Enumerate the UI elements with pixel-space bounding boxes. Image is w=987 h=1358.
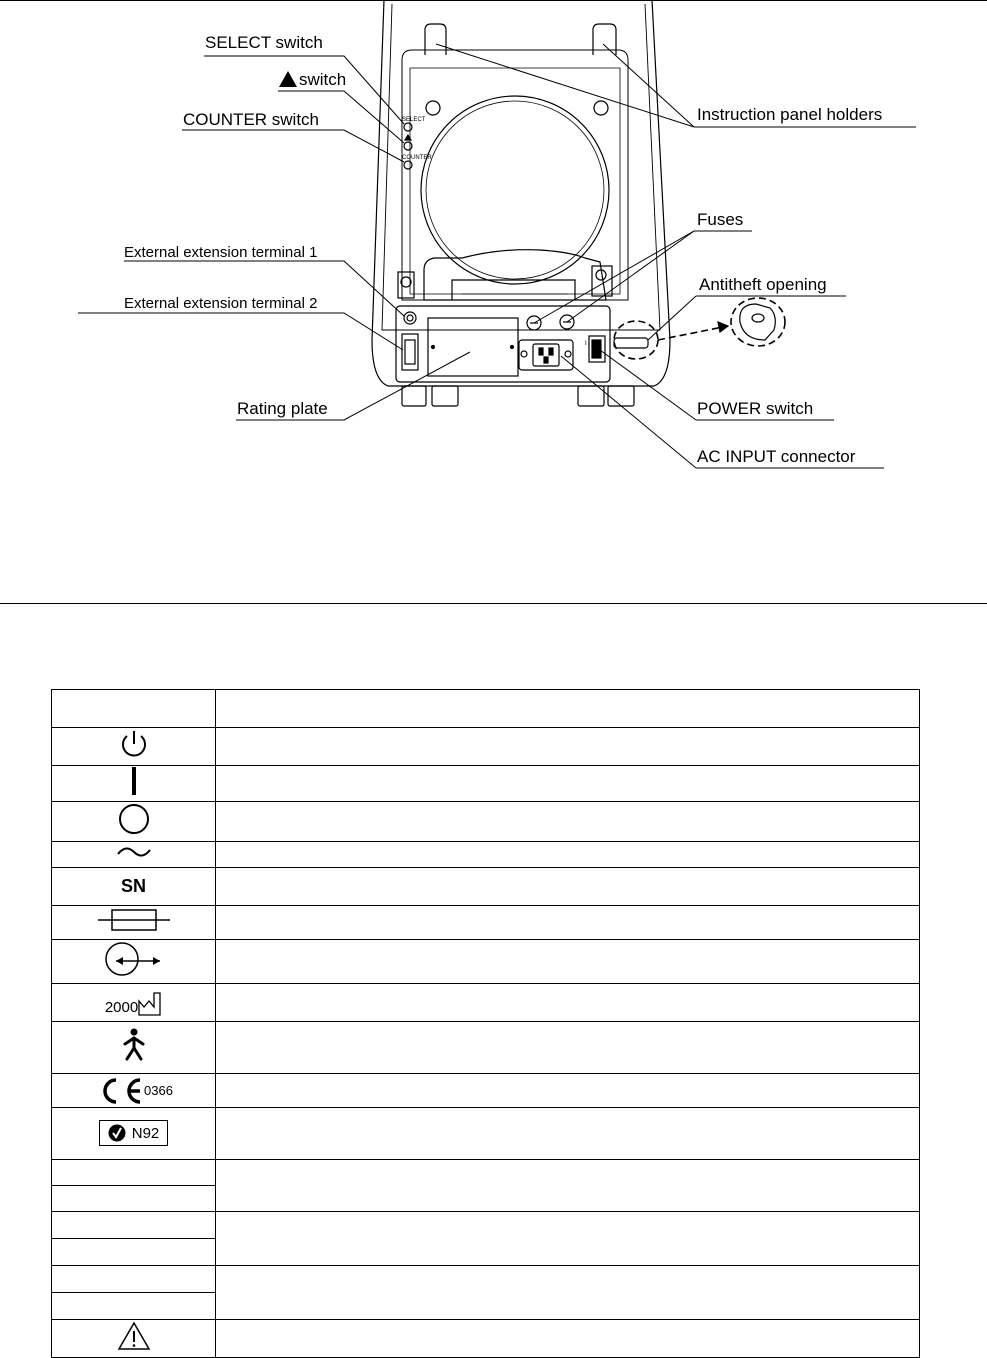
power-mark-text: I [585,341,587,347]
type-b-applied-part-icon [119,1028,149,1062]
power-switch-label: POWER switch [697,399,814,418]
serial-number-icon: SN [120,876,146,896]
panel-select-text: SELECT [402,117,426,123]
weighing-pan [421,96,609,284]
equipotential-icon [102,940,166,978]
table-row [52,1212,920,1239]
housing-outline [372,0,670,386]
table-row [52,802,920,842]
table-row [52,1074,920,1108]
table-row [52,1108,920,1160]
table-row [52,728,920,766]
table-row [52,842,920,868]
table-row [52,766,920,802]
instruction-panel-holders-label: Instruction panel holders [697,105,883,124]
table-row [52,868,920,906]
manufacture-year: 2000 [104,998,139,1016]
table-row [52,984,920,1022]
select-switch-label: SELECT switch [205,33,323,52]
section-divider [0,603,987,604]
table-row [52,1266,920,1293]
table-row [52,1320,920,1358]
table-row [52,1022,920,1074]
rating-plate-label: Rating plate [237,399,328,418]
antitheft-opening-label: Antitheft opening [699,275,827,294]
c-tick-mark-icon [99,1120,169,1146]
table-row [52,1160,920,1186]
table-row [52,906,920,940]
fuse-icon [96,906,172,934]
alternating-current-icon [114,842,154,862]
power-off-icon [116,802,152,836]
symbols-table [51,689,920,1358]
c-tick-code: N92 [131,1124,160,1142]
ce-mark-icon [94,1076,144,1106]
up-switch-label: switch [299,70,347,89]
counter-switch [404,161,412,169]
ac-input-connector-label: AC INPUT connector [697,447,856,466]
antitheft-lock-diagram [731,298,785,346]
manufacture-date-icon [138,989,162,1017]
select-switch [404,123,412,131]
header-symbol-cell [52,690,216,728]
panel-counter-text: COUNTER [402,155,432,161]
fuses-label: Fuses [697,210,744,229]
counter-switch-label: COUNTER switch [183,110,320,129]
ext-terminal-1-label: External extension terminal 1 [124,244,318,261]
power-on-icon [124,766,144,796]
up-triangle-icon [279,71,297,87]
ext-terminal-2 [402,334,418,370]
warning-icon [117,1321,151,1351]
header-meaning-cell [216,690,920,728]
up-switch [404,142,412,150]
ext-terminal-1 [404,312,416,324]
device-rear-diagram [0,0,987,603]
ext-terminal-2-label: External extension terminal 2 [124,295,318,312]
antitheft-slot [614,338,648,348]
table-header-row [52,690,920,728]
ce-number: 0366 [144,1082,173,1098]
standby-icon [116,728,152,760]
table-row [52,940,920,984]
